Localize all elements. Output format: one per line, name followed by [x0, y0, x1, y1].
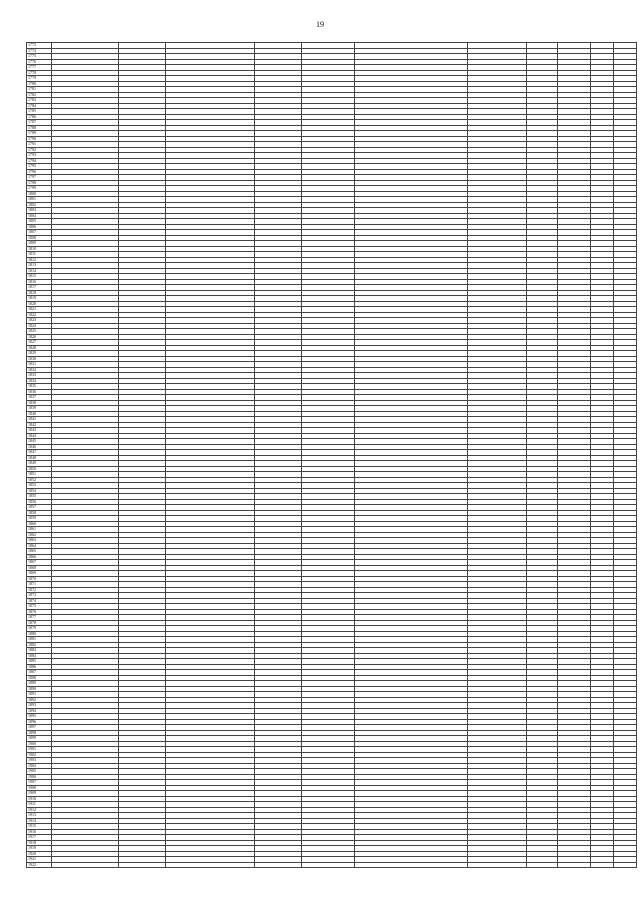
row-number: 1784 [27, 103, 52, 109]
row-number: 1837 [27, 395, 52, 401]
row-number: 1852 [27, 477, 52, 483]
row-number: 1828 [27, 345, 52, 351]
row-number: 1825 [27, 329, 52, 335]
row-number: 1904 [27, 763, 52, 769]
row-number: 1810 [27, 246, 52, 252]
row-number: 1841 [27, 417, 52, 423]
row-number: 1834 [27, 378, 52, 384]
row-number: 1876 [27, 609, 52, 615]
row-number: 1875 [27, 604, 52, 610]
row-number: 1891 [27, 692, 52, 698]
row-number: 1833 [27, 373, 52, 379]
row-number: 1910 [27, 796, 52, 802]
row-number: 1866 [27, 554, 52, 560]
row-number: 1845 [27, 439, 52, 445]
row-number: 1863 [27, 538, 52, 544]
row-number: 1819 [27, 296, 52, 302]
row-number: 1781 [27, 87, 52, 93]
row-number: 1872 [27, 587, 52, 593]
row-number: 1838 [27, 400, 52, 406]
row-number: 1893 [27, 703, 52, 709]
row-number: 1900 [27, 741, 52, 747]
row-number: 1884 [27, 653, 52, 659]
table-cell [591, 862, 614, 868]
register-table [26, 42, 637, 868]
row-number: 1877 [27, 615, 52, 621]
row-number: 1839 [27, 406, 52, 412]
row-number: 1824 [27, 323, 52, 329]
row-number: 1919 [27, 846, 52, 852]
table-cell [119, 862, 166, 868]
row-number: 1868 [27, 565, 52, 571]
row-number: 1869 [27, 571, 52, 577]
table-cell [614, 862, 637, 868]
row-number: 1864 [27, 543, 52, 549]
row-number: 1892 [27, 697, 52, 703]
row-number: 1887 [27, 670, 52, 676]
row-number: 1920 [27, 851, 52, 857]
row-number: 1922 [27, 862, 52, 868]
row-number: 1836 [27, 389, 52, 395]
row-number: 1921 [27, 857, 52, 863]
row-number: 1913 [27, 813, 52, 819]
row-number: 1873 [27, 593, 52, 599]
row-number: 1831 [27, 362, 52, 368]
row-number: 1829 [27, 351, 52, 357]
row-number: 1778 [27, 70, 52, 76]
row-number: 1774 [27, 48, 52, 54]
row-number: 1878 [27, 620, 52, 626]
row-number: 1776 [27, 59, 52, 65]
row-number: 1883 [27, 648, 52, 654]
row-number: 1846 [27, 444, 52, 450]
table-cell [52, 862, 119, 868]
row-number: 1783 [27, 98, 52, 104]
row-number: 1906 [27, 774, 52, 780]
row-number: 1886 [27, 664, 52, 670]
row-number: 1902 [27, 752, 52, 758]
row-number: 1832 [27, 367, 52, 373]
row-number: 1794 [27, 158, 52, 164]
row-number: 1823 [27, 318, 52, 324]
row-number: 1830 [27, 356, 52, 362]
table-cell [468, 862, 527, 868]
row-number: 1813 [27, 263, 52, 269]
row-number: 1880 [27, 631, 52, 637]
row-number: 1826 [27, 334, 52, 340]
row-number: 1909 [27, 791, 52, 797]
row-number: 1897 [27, 725, 52, 731]
row-number: 1779 [27, 76, 52, 82]
row-number: 1802 [27, 202, 52, 208]
row-number: 1786 [27, 114, 52, 120]
row-number: 1912 [27, 807, 52, 813]
row-number: 1798 [27, 180, 52, 186]
row-number: 1914 [27, 818, 52, 824]
row-number: 1821 [27, 307, 52, 313]
row-number: 1785 [27, 109, 52, 115]
table-cell [558, 862, 591, 868]
row-number: 1777 [27, 65, 52, 71]
row-number: 1847 [27, 450, 52, 456]
row-number: 1867 [27, 560, 52, 566]
row-number: 1911 [27, 802, 52, 808]
row-number: 1857 [27, 505, 52, 511]
row-number: 1793 [27, 153, 52, 159]
row-number: 1814 [27, 268, 52, 274]
row-number: 1870 [27, 576, 52, 582]
row-number: 1805 [27, 219, 52, 225]
row-number: 1842 [27, 422, 52, 428]
row-number: 1898 [27, 730, 52, 736]
row-number: 1918 [27, 840, 52, 846]
row-number: 1807 [27, 230, 52, 236]
row-number: 1865 [27, 549, 52, 555]
row-number: 1853 [27, 483, 52, 489]
row-number: 1818 [27, 290, 52, 296]
table-cell [255, 862, 302, 868]
row-number: 1791 [27, 142, 52, 148]
row-number: 1885 [27, 659, 52, 665]
row-number: 1787 [27, 120, 52, 126]
row-number: 1804 [27, 213, 52, 219]
row-number: 1874 [27, 598, 52, 604]
row-number: 1917 [27, 835, 52, 841]
row-number: 1860 [27, 521, 52, 527]
row-number: 1843 [27, 428, 52, 434]
row-number: 1806 [27, 224, 52, 230]
row-number: 1858 [27, 510, 52, 516]
table-cell [166, 862, 255, 868]
row-number: 1816 [27, 279, 52, 285]
row-number: 1812 [27, 257, 52, 263]
row-number: 1881 [27, 637, 52, 643]
row-number: 1840 [27, 411, 52, 417]
row-number: 1817 [27, 285, 52, 291]
row-number: 1856 [27, 499, 52, 505]
row-number: 1780 [27, 81, 52, 87]
row-number: 1809 [27, 241, 52, 247]
table-cell [355, 862, 468, 868]
page-number: 19 [316, 20, 324, 29]
row-number: 1808 [27, 235, 52, 241]
row-number: 1775 [27, 54, 52, 60]
row-number: 1788 [27, 125, 52, 131]
row-number: 1827 [27, 340, 52, 346]
row-number: 1854 [27, 488, 52, 494]
row-number: 1820 [27, 301, 52, 307]
row-number: 1895 [27, 714, 52, 720]
row-number: 1848 [27, 455, 52, 461]
table-row [27, 862, 637, 868]
row-number: 1896 [27, 719, 52, 725]
row-number: 1790 [27, 136, 52, 142]
row-number: 1801 [27, 197, 52, 203]
row-number: 1899 [27, 736, 52, 742]
row-number: 1861 [27, 527, 52, 533]
row-number: 1894 [27, 708, 52, 714]
row-number: 1844 [27, 433, 52, 439]
row-number: 1815 [27, 274, 52, 280]
row-number: 1889 [27, 681, 52, 687]
row-number: 1915 [27, 824, 52, 830]
row-number: 1901 [27, 747, 52, 753]
row-number: 1890 [27, 686, 52, 692]
register-body [27, 43, 637, 868]
row-number: 1803 [27, 208, 52, 214]
row-number: 1849 [27, 461, 52, 467]
row-number: 1822 [27, 312, 52, 318]
row-number: 1905 [27, 769, 52, 775]
row-number: 1855 [27, 494, 52, 500]
row-number: 1888 [27, 675, 52, 681]
row-number: 1782 [27, 92, 52, 98]
row-number: 1851 [27, 472, 52, 478]
row-number: 1811 [27, 252, 52, 258]
row-number: 1916 [27, 829, 52, 835]
row-number: 1859 [27, 516, 52, 522]
row-number: 1800 [27, 191, 52, 197]
row-number: 1882 [27, 642, 52, 648]
row-number: 1908 [27, 785, 52, 791]
row-number: 1850 [27, 466, 52, 472]
table-cell [302, 862, 355, 868]
row-number: 1799 [27, 186, 52, 192]
row-number: 1796 [27, 169, 52, 175]
row-number: 1907 [27, 780, 52, 786]
row-number: 1835 [27, 384, 52, 390]
row-number: 1879 [27, 626, 52, 632]
row-number: 1903 [27, 758, 52, 764]
row-number: 1862 [27, 532, 52, 538]
row-number: 1773 [27, 43, 52, 49]
table-cell [527, 862, 558, 868]
row-number: 1795 [27, 164, 52, 170]
row-number: 1789 [27, 131, 52, 137]
row-number: 1871 [27, 582, 52, 588]
row-number: 1792 [27, 147, 52, 153]
row-number: 1797 [27, 175, 52, 181]
